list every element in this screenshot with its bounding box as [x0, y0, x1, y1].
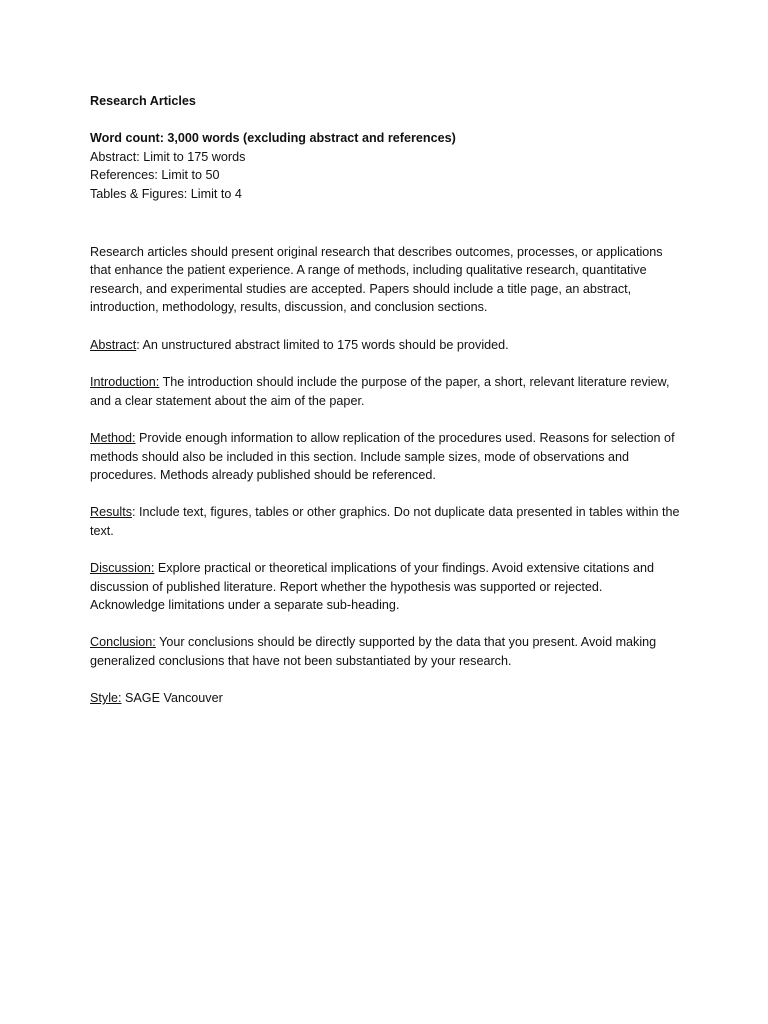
introduction-section: [90, 373, 680, 410]
abstract-section: [90, 336, 680, 355]
abstract-label: Abstract: [90, 337, 137, 352]
conclusion-section: [90, 633, 680, 670]
discussion-text: Explore practical or theoretical implications of your findings. Avoid extensive citations and discussion of published literature. Report whether the hypothesis was supported or rejected. Acknowledge limitations under a separate sub-heading.: [90, 561, 654, 613]
introduction-label: Introduction:: [90, 375, 160, 390]
results-separator: :: [132, 505, 139, 520]
tables-figures-limit-line: Tables & Figures: Limit to 4: [90, 186, 242, 201]
conclusion-text: Your conclusions should be directly supported by the data that you present. Avoid making generalized conclusions that have not been substantiated by your research.: [90, 635, 657, 669]
results-text: Include text, figures, tables or other graphics. Do not duplicate data presented in tables within the text.: [90, 505, 680, 538]
conclusion-label: Conclusion:: [90, 635, 156, 650]
discussion-section: [90, 559, 680, 615]
method-label: Method:: [90, 430, 136, 445]
abstract-text: An unstructured abstract limited to 175 words should be provided.: [142, 337, 509, 352]
abstract-separator: :: [136, 337, 143, 352]
style-text: SAGE Vancouver: [125, 691, 223, 706]
results-label: Results: [90, 505, 132, 520]
style-section: [90, 689, 680, 708]
document-title: Research Articles: [90, 94, 196, 108]
introduction-text: The introduction should include the purpose of the paper, a short, relevant literature review, and a clear statement about the aim of the paper.: [90, 375, 670, 408]
style-label: Style:: [90, 691, 122, 706]
limits-block: [90, 129, 680, 203]
results-section: [90, 503, 680, 540]
method-text: Provide enough information to allow replication of the procedures used. Reasons for selection of methods should also be included in this section. Include sample sizes, mode of observations and procedures. Methods already published should be referenced.: [90, 430, 675, 483]
abstract-limit-line: Abstract: Limit to 175 words: [90, 149, 246, 164]
references-limit-line: References: Limit to 50: [90, 168, 220, 183]
discussion-label: Discussion:: [90, 561, 155, 576]
document-page: [90, 92, 680, 726]
word-count-line: Word count: 3,000 words (excluding abstract and references): [90, 131, 456, 146]
intro-paragraph: Research articles should present original research that describes outcomes, processes, or applications that enhance the patient experience. A range of methods, including qualitative research, quantitative research, and experimental studies are accepted. Papers should include a title page, an abstract, introduction, methodology, results, discussion, and conclusion sections.: [90, 244, 663, 315]
method-section: [90, 429, 680, 485]
